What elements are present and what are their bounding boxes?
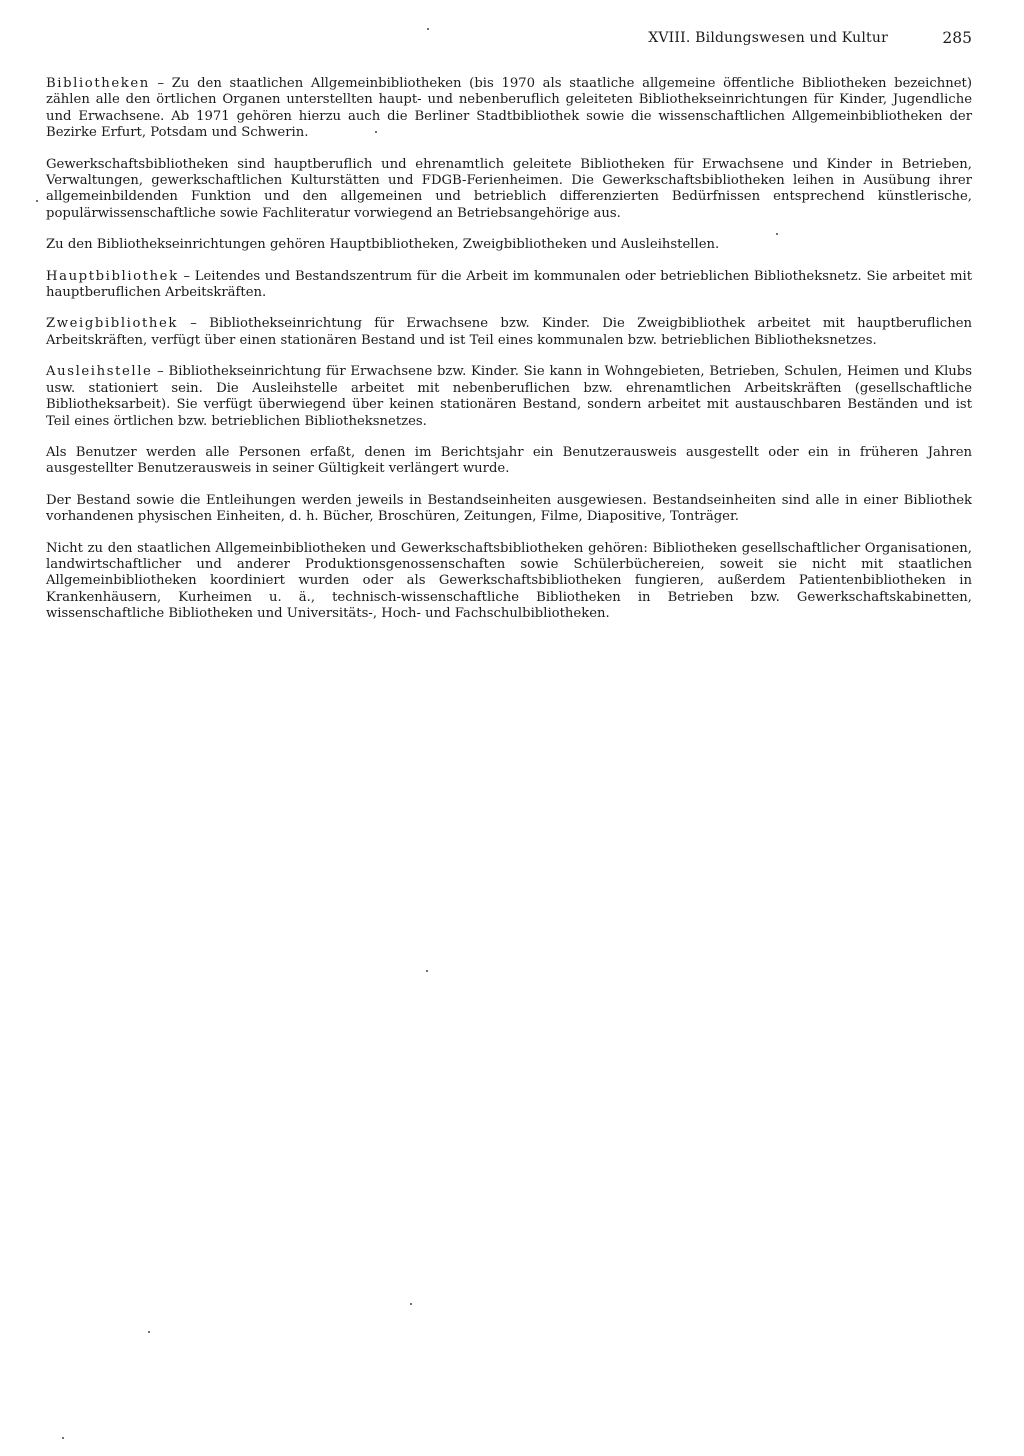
paragraph-text: – Bibliothekseinrichtung für Erwachsene bzw. Kinder. Sie kann in Wohngebieten, Betrieben, Schulen, Heimen und Klubs usw. stationiert sein. Die Ausleihstelle arbeitet mit nebenberuflichen bzw. ehrenamtlichen Arbeitskräften (gesellschaftliche Bibliotheksarbeit). Sie verfügt überwiegend über keinen stationären Bestand, sondern arbeitet mit austauschbaren Beständen und ist Teil eines örtlichen bzw. betrieblichen Bibliotheksnetzes.	[46, 364, 972, 429]
paragraph-text: Der Bestand sowie die Entleihungen werden jeweils in Bestandseinheiten ausgewiesen. Bestandseinheiten sind alle in einer Bibliothek vorhandenen physischen Einheiten, d. h. Bücher, Broschüren, Zeitungen, Filme, Diapositive, Tonträger.	[46, 492, 972, 525]
paragraph-bibliothekseinrichtungen	[46, 237, 972, 253]
scan-speck	[36, 200, 38, 202]
scan-speck	[375, 131, 377, 133]
term-label: Bibliotheken	[46, 76, 150, 91]
paragraph-bibliotheken	[46, 76, 972, 142]
paragraph-text: Gewerkschaftsbibliotheken sind hauptberuflich und ehrenamtlich geleitete Bibliotheken für Erwachsene und Kinder in Betrieben, Verwaltungen, gewerkschaftlichen Kulturstätten und FDGB-Ferienheimen. Die Gewerkschaftsbibliotheken leihen in Ausübung ihrer allgemeinbildenden Funktion und den allgemeinen und betrieblich differenzierten Bedürfnissen entsprechend künstlerische, populärwissenschaftliche sowie Fachliteratur vorwiegend an Betriebsangehörige aus.	[46, 156, 972, 221]
paragraph-bestand	[46, 493, 972, 526]
body-text	[46, 76, 972, 638]
paragraph-zweigbibliothek	[46, 316, 972, 349]
scan-speck	[427, 28, 429, 30]
scan-speck	[426, 970, 428, 972]
term-label: Ausleihstelle	[46, 364, 153, 380]
scan-speck	[148, 1331, 150, 1333]
page-header	[46, 30, 972, 54]
paragraph-text: Nicht zu den staatlichen Allgemeinbibliotheken und Gewerkschaftsbibliotheken gehören: Bibliotheken gesellschaftlicher Organisationen, landwirtschaftlicher und anderer Produktionsgenossenschaften sowie Schülerbüchereien, soweit sie nicht mit staatlichen Allgemeinbibliotheken koordiniert wurden oder als Gewerkschaftsbibliotheken fungieren, außerdem Patientenbibliotheken in Krankenhäusern, Kurheimen u. ä., technisch-wissenschaftliche Bibliotheken in Betrieben bzw. Gewerkschaftskabinetten, wissenschaftliche Bibliotheken und Universitäts-, Hoch- und Fachschulbibliotheken.	[46, 540, 972, 622]
paragraph-hauptbibliothek	[46, 269, 972, 302]
paragraph-text: – Leitendes und Bestandszentrum für die Arbeit im kommunalen oder betrieblichen Bibliotheksnetz. Sie arbeitet mit hauptberuflichen Arbeitskräften.	[46, 268, 972, 301]
paragraph-text: – Zu den staatlichen Allgemeinbibliotheken (bis 1970 als staatliche allgemeine öffentliche Bibliotheken bezeichnet) zählen alle den örtlichen Organen unterstellten haupt- und nebenberuflich geleiteten Bibliothekseinrichtungen für Kinder, Jugendliche und Erwachsene. Ab 1971 gehören hierzu auch die Berliner Stadtbibliothek sowie die wissenschaftlichen Allgemeinbibliotheken der Bezirke Erfurt, Potsdam und Schwerin.	[46, 76, 972, 141]
paragraph-text: – Bibliothekseinrichtung für Erwachsene bzw. Kinder. Die Zweigbibliothek arbeitet mit hauptberuflichen Arbeitskräften, verfügt über einen stationären Bestand und ist Teil eines kommunalen bzw. betrieblichen Bibliotheksnetzes.	[46, 316, 972, 348]
term-label: Hauptbibliothek	[46, 268, 179, 284]
scan-speck	[776, 233, 778, 235]
paragraph-benutzer	[46, 445, 972, 478]
paragraph-text: Als Benutzer werden alle Personen erfaßt, denen im Berichtsjahr ein Benutzerausweis ausgestellt oder ein in früheren Jahren ausgestellter Benutzerausweis in seiner Gültigkeit verlängert wurde.	[46, 444, 972, 477]
term-label: Zweigbibliothek	[46, 316, 178, 332]
paragraph-gewerkschaftsbibliotheken	[46, 157, 972, 223]
running-head: XVIII. Bildungswesen und Kultur	[648, 30, 888, 46]
page-number: 285	[942, 29, 972, 47]
scan-speck	[410, 1303, 412, 1305]
scan-speck	[62, 1437, 64, 1439]
paragraph-nicht-zugehoerig	[46, 541, 972, 623]
paragraph-text: Zu den Bibliothekseinrichtungen gehören Hauptbibliotheken, Zweigbibliotheken und Ausleihstellen.	[46, 237, 720, 253]
paragraph-ausleihstelle	[46, 364, 972, 430]
